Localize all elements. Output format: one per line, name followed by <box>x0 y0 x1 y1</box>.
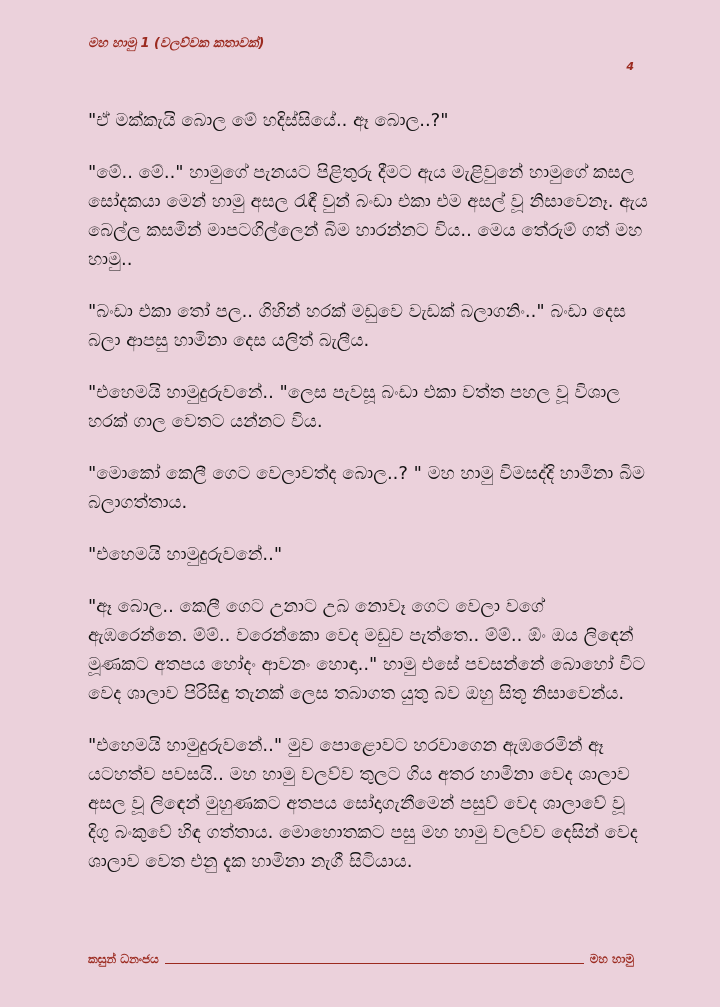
paragraph: "මොකෝ කෙලී ගෙට වෙලාවත්ද බොල..? " මහ හාමු විමසද්දි හාමිනා බිම බලාගත්තාය. <box>88 463 645 513</box>
page-footer <box>88 952 634 967</box>
page-number: 4 <box>626 60 634 73</box>
paragraph: "මේ.. මේ.." හාමුගේ පැනයට පිළිතුරු දීමට ඇය මැළිවුනේ හාමුගේ කසල සෝදකයා මෙන් හාමු අසල රැඳී වුන් බංඩා එකා එම අසල් වූ නිසාවෙනෑ. ඇය බෙල්ල කසමින් මාපටගිල්ලෙන් බිම හාරන්නට විය.. මෙය තේරුම් ගත් මහ හාමු.. <box>88 162 648 270</box>
story-body <box>88 106 648 899</box>
paragraph: "බංඩා එකා තෝ පල.. ගිහින් හරක් මඩුවෙ වැඩක් බලාගනිං.." බංඩා දෙස බලා ආපසු හාමිනා දෙස යලිත් බැලීය. <box>88 301 626 351</box>
running-header: මහ හාමු 1 (වලව්වක කතාවක්) <box>88 36 265 51</box>
footer-author: කසුන් ධනංජය <box>88 952 159 966</box>
paragraph: "ඈ බොල.. කෙලී ගෙට උනාට උබ නොවෑ ගෙට වෙලා වගේ ඇඹරෙන්නෙ. ම්ම්.. වරෙන්කො වෙද මඩුව පැත්තෙ.. ම්ම්.. ඕං ඔය ලිඳෙන් මූණකට අතපය හෝදං ආවනං හොඳා.." හාමු එසේ පවසන්නේ බොහෝ විට වෙද ශාලාව පිරිසිඳු තැනක් ලෙස තබාගත යුතු බව ඔහු සිතූ නිසාවෙන්ය. <box>88 596 646 704</box>
paragraph: "එහෙමයි හාමුදුරුවනේ.." මුව පොළොවට හරවාගෙන ඇඹරෙමින් ඈ යටහත්ව පවසයි.. මහ හාමු වලව්ව තුලට ගිය අතර හාමිනා වෙද ශාලාව අසල වූ ලිඳෙන් මුහුණකට අතපය සෝදාගැනීමෙන් පසුව් වෙද ශාලාවේ වූ දිගු බංකුවේ හිඳ ගත්තාය. මොහොතකට පසු මහ හාමු වලව්ව දෙසින් වෙද ශාලාව වෙත එනු දැක හාමිනා නැගී සිටියාය. <box>88 735 638 872</box>
footer-book-title: මහ හාමු <box>589 952 634 966</box>
paragraph: "එහෙමයි හාමුදුරුවනේ.. "ලෙස පැවසූ බංඩා එකා වත්ත පහල වූ විශාල හරක් ගාල වෙතට යන්නට විය. <box>88 382 620 432</box>
paragraph: "එහෙමයි හාමුදුරුවනේ.." <box>88 544 283 565</box>
paragraph: "ඒ මක්කැයි බොල මේ හදිස්සියේ.. ඈ බොල..?" <box>88 110 449 131</box>
footer-rule <box>165 963 584 964</box>
